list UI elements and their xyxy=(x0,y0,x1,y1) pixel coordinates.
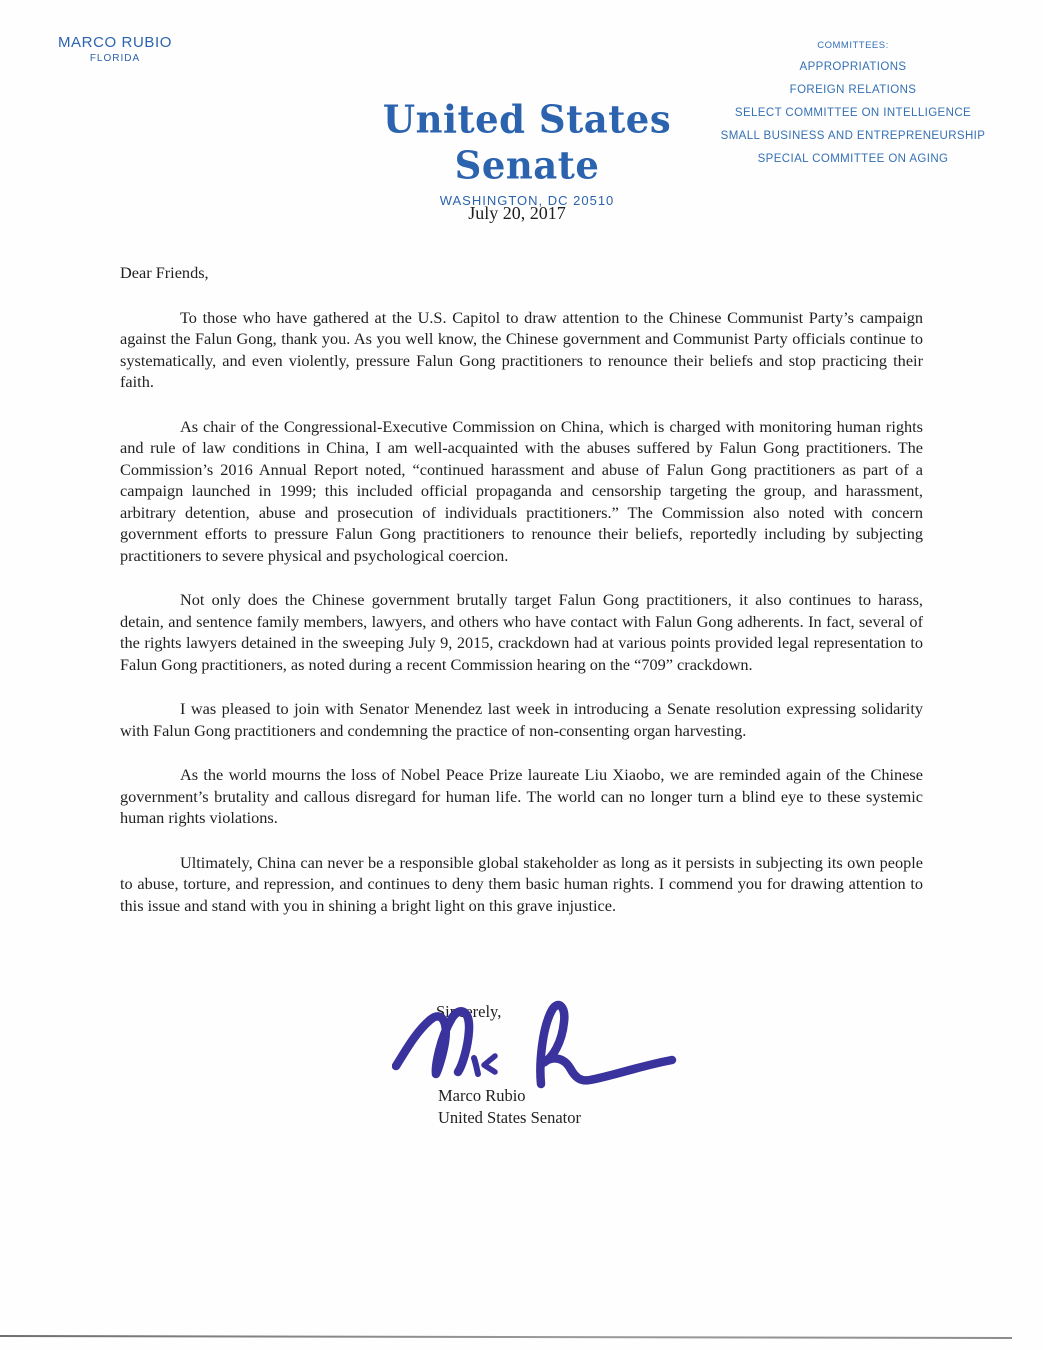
committee-item: APPROPRIATIONS xyxy=(799,61,907,73)
committee-item: SMALL BUSINESS AND ENTREPRENEURSHIP xyxy=(720,130,986,142)
signer-title: United States Senator xyxy=(438,1108,581,1127)
sender-state: FLORIDA xyxy=(89,53,141,64)
sender-block xyxy=(40,34,190,64)
senate-address: WASHINGTON, DC 20510 xyxy=(439,193,615,208)
closing: Sincerely, xyxy=(436,1002,502,1021)
signature-ink xyxy=(392,1000,678,1104)
paragraph: As chair of the Congressional-Executive Commission on China, which is charged with monitoring human rights and rule of law conditions in China, I am well-acquainted with the abuses suffered by Falun Gong practitioners. The Commission’s 2016 Annual Report noted, “continued harassment and abuse of Falun Gong practitioners as part of a campaign launched in 1999; this included official propaganda and censorship targeting the group, and harassment, arbitrary detention, abuse and prosecution of individuals practitioners.” The Commission also noted with concern government efforts to pressure Falun Gong practitioners to renounce their beliefs, reportedly including by subjecting practitioners to severe physical and psychological coercion. xyxy=(120,416,923,565)
paragraph: To those who have gathered at the U.S. Capitol to draw attention to the Chinese Communist Party’s campaign against the Falun Gong, thank you. As you well know, the Chinese government and Communist Party officials continue to systematically, and even violently, pressure Falun Gong practitioners to renounce their beliefs and stop practicing their faith. xyxy=(120,307,923,391)
committees-block xyxy=(685,40,1021,176)
sender-name: MARCO RUBIO xyxy=(57,34,173,51)
chamber-title: United States Senate xyxy=(382,96,672,188)
committee-item: FOREIGN RELATIONS xyxy=(789,84,917,96)
paragraph: As the world mourns the loss of Nobel Peace Prize laureate Liu Xiaobo, we are reminded again of the Chinese government’s brutality and callous disregard for human life. The world can no longer turn a blind eye to these systemic human rights violations. xyxy=(120,765,923,827)
letter-date: July 20, 2017 xyxy=(468,203,566,223)
paragraph: I was pleased to join with Senator Menendez last week in introducing a Senate resolution expressing solidarity with Falun Gong practitioners and condemning the practice of non-consenting organ harvesting. xyxy=(120,699,923,740)
signer-name: Marco Rubio xyxy=(438,1086,526,1105)
masthead xyxy=(322,98,732,208)
letter-body xyxy=(120,262,923,916)
scan-artifact-line xyxy=(0,1335,1012,1339)
paragraph: Not only does the Chinese government brutally target Falun Gong practitioners, it also continues to harass, detain, and sentence family members, lawyers, and others who have contact with Falun Gong adherents. In fact, several of the rights lawyers detained in the sweeping July 9, 2015, crackdown had at various points provided legal representation to Falun Gong practitioners, as noted during a recent Commission hearing on the “709” crackdown. xyxy=(120,590,923,674)
salutation: Dear Friends, xyxy=(120,263,209,282)
committees-label: COMMITTEES: xyxy=(817,40,889,51)
paragraph: Ultimately, China can never be a responsible global stakeholder as long as it persists in subjecting its own people to abuse, torture, and repression, and continues to deny them basic human rights. I commend you for drawing attention to this issue and stand with you in shining a bright light on this grave injustice. xyxy=(120,852,923,915)
committee-item: SPECIAL COMMITTEE ON AGING xyxy=(757,153,949,165)
committee-item: SELECT COMMITTEE ON INTELLIGENCE xyxy=(734,107,972,119)
